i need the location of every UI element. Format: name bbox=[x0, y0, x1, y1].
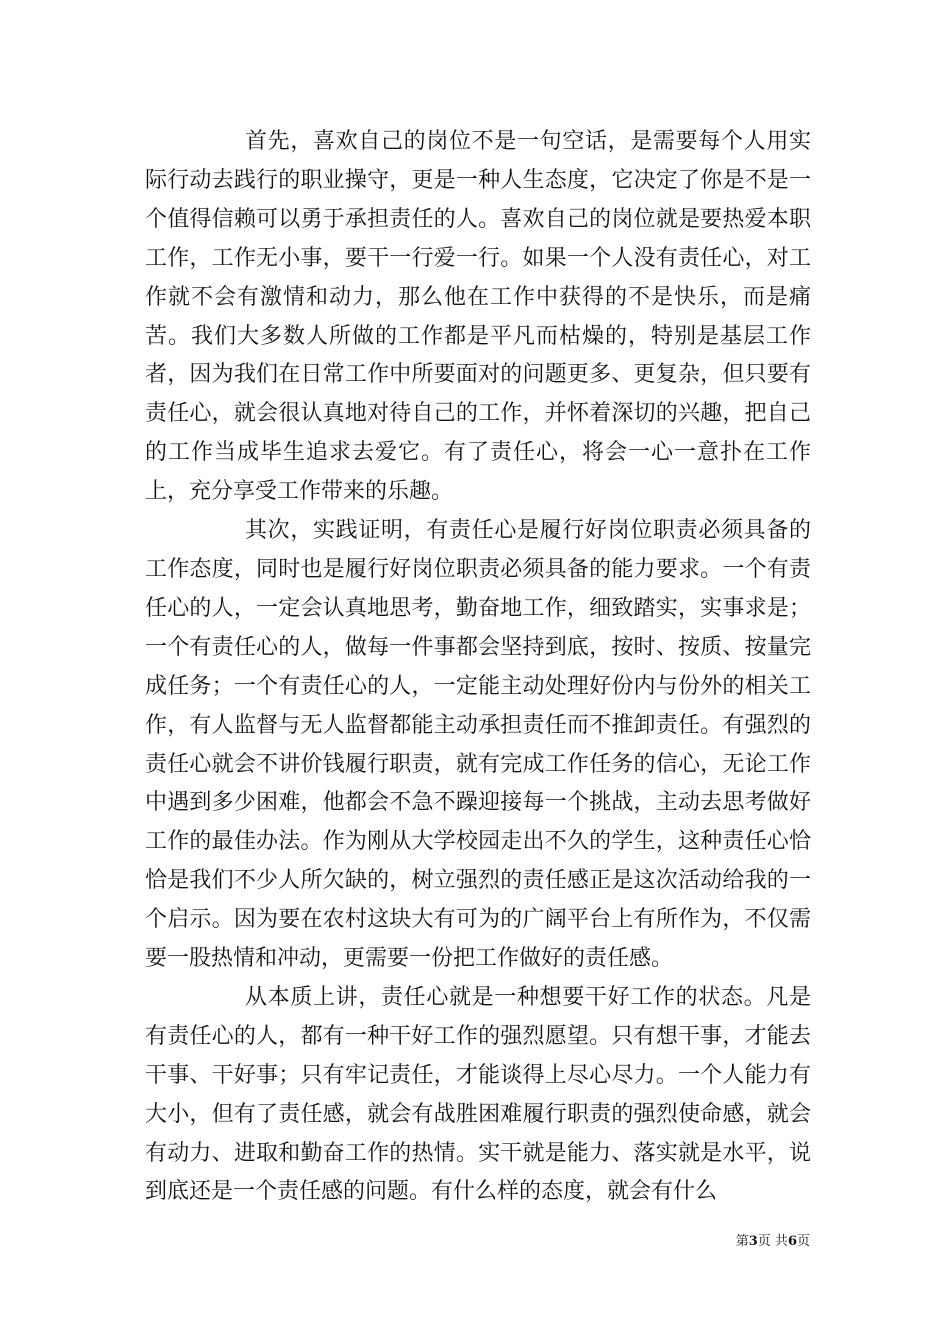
footer-prefix: 第 bbox=[735, 1234, 749, 1249]
footer-middle: 页 共 bbox=[757, 1234, 788, 1249]
footer-current-page: 3 bbox=[748, 1234, 758, 1249]
body-text bbox=[145, 123, 811, 1212]
footer-total-pages: 6 bbox=[787, 1234, 797, 1249]
paragraph-1: 首先，喜欢自己的岗位不是一句空话，是需要每个人用实际行动去践行的职业操守，更是一种人生态度，它决定了你是不是一个值得信赖可以勇于承担责任的人。喜欢自己的岗位就是要热爱本职工作，工作无小事，要干一行爱一行。如果一个人没有责任心，对工作就不会有激情和动力，那么他在工作中获得的不是快乐，而是痛苦。我们大多数人所做的工作都是平凡而枯燥的，特别是基层工作者，因为我们在日常工作中所要面对的问题更多、更复杂，但只要有责任心，就会很认真地对待自己的工作，并怀着深切的兴趣，把自己的工作当成毕生追求去爱它。有了责任心，将会一心一意扑在工作上，充分享受工作带来的乐趣。 bbox=[145, 129, 811, 505]
footer-suffix: 页 bbox=[796, 1234, 810, 1249]
paragraph-2: 其次，实践证明，有责任心是履行好岗位职责必须具备的工作态度，同时也是履行好岗位职责必须具备的能力要求。一个有责任心的人，一定会认真地思考，勤奋地工作，细致踏实，实事求是；一个有责任心的人，做每一件事都会坚持到底，按时、按质、按量完成任务；一个有责任心的人，一定能主动处理好份内与份外的相关工作，有人监督与无人监督都能主动承担责任而不推卸责任。有强烈的责任心就会不讲价钱履行职责，就有完成工作任务的信心，无论工作中遇到多少困难，他都会不急不躁迎接每一个挑战，主动去思考做好工作的最佳办法。作为刚从大学校园走出不久的学生，这种责任心恰恰是我们不少人所欠缺的，树立强烈的责任感正是这次活动给我的一个启示。因为要在农村这块大有可为的广阔平台上有所作为，不仅需要一股热情和冲动，更需要一份把工作做好的责任感。 bbox=[145, 518, 811, 972]
paragraph-3: 从本质上讲，责任心就是一种想要干好工作的状态。凡是有责任心的人，都有一种干好工作的强烈愿望。只有想干事，才能去干事、干好事；只有牢记责任，才能谈得上尽心尽力。一个人能力有大小，但有了责任感，就会有战胜困难履行职责的强烈使命感，就会有动力、进取和勤奋工作的热情。实干就是能力、落实就是水平，说到底还是一个责任感的问题。有什么样的态度，就会有什么 bbox=[145, 984, 811, 1205]
page-footer bbox=[700, 1230, 810, 1249]
